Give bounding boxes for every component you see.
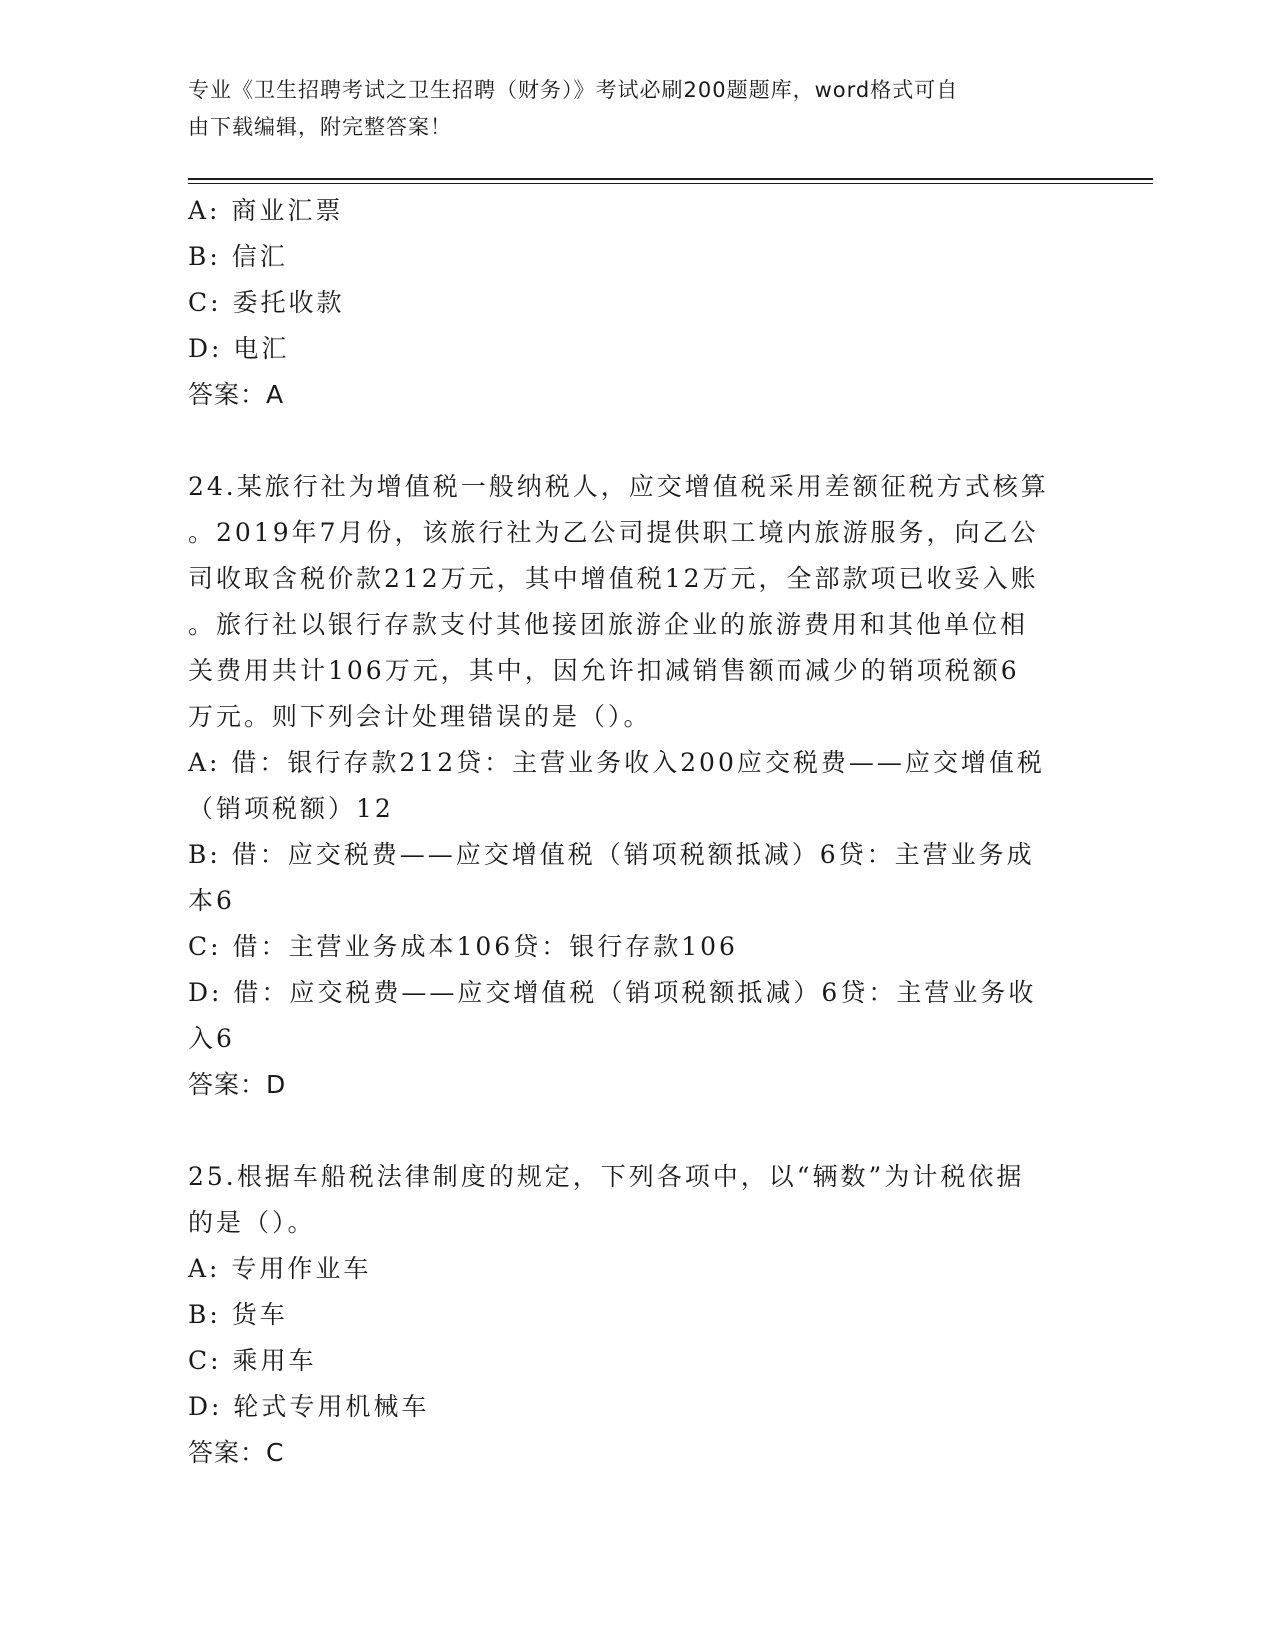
option-a-continued: （销项税额）12 <box>188 794 394 823</box>
option-b-continued: 本6 <box>188 886 235 915</box>
question-stem-line: 的是（）。 <box>188 1208 316 1237</box>
question-24 <box>188 464 1078 1108</box>
question-content <box>188 188 1078 1476</box>
spacer <box>188 1108 1078 1154</box>
answer: 答案：D <box>188 1070 287 1099</box>
header-title-line-2: 由下载编辑，附完整答案！ <box>188 115 452 139</box>
option-d: D: 轮式专用机械车 <box>188 1392 430 1421</box>
option-b: B: 货车 <box>188 1300 288 1329</box>
question-stem-line: 。旅行社以银行存款支付其他接团旅游企业的旅游费用和其他单位相 <box>188 610 1029 639</box>
header-title-line-1: 专业《卫生招聘考试之卫生招聘（财务）》考试必刷200题题库，word格式可自 <box>188 78 959 102</box>
question-25 <box>188 1154 1078 1476</box>
question-stem-line: 25.根据车船税法律制度的规定，下列各项中，以“辆数”为计税依据 <box>188 1162 1025 1191</box>
option-d: D: 电汇 <box>188 334 290 363</box>
option-d-continued: 入6 <box>188 1024 235 1053</box>
spacer <box>188 418 1078 464</box>
option-a: A: 借：银行存款212贷：主营业务收入200应交税费——应交增值税 <box>188 748 1045 777</box>
question-stem-line: 。2019年7月份，该旅行社为乙公司提供职工境内旅游服务，向乙公 <box>188 518 1039 547</box>
question-stem-line: 关费用共计106万元，其中，因允许扣减销售额而减少的销项税额6 <box>188 656 1020 685</box>
document-header <box>188 72 1068 146</box>
option-c: C: 乘用车 <box>188 1346 317 1375</box>
answer: 答案：C <box>188 1438 285 1467</box>
question-stem-line: 司收取含税价款212万元，其中增值税12万元，全部款项已收妥入账 <box>188 564 1039 593</box>
answer: 答案：A <box>188 380 285 409</box>
question-23 <box>188 188 1078 418</box>
option-b: B: 信汇 <box>188 242 288 271</box>
question-stem-line: 24.某旅行社为增值税一般纳税人，应交增值税采用差额征税方式核算 <box>188 472 1049 501</box>
option-c: C: 委托收款 <box>188 288 345 317</box>
option-d: D: 借：应交税费——应交增值税（销项税额抵减）6贷：主营业务收 <box>188 978 1037 1007</box>
option-b: B: 借：应交税费——应交增值税（销项税额抵减）6贷：主营业务成 <box>188 840 1035 869</box>
option-a: A: 商业汇票 <box>188 196 344 225</box>
header-rule-thick <box>188 178 1153 180</box>
option-c: C: 借：主营业务成本106贷：银行存款106 <box>188 932 738 961</box>
question-stem-line: 万元。则下列会计处理错误的是（）。 <box>188 702 652 731</box>
option-a: A: 专用作业车 <box>188 1254 372 1283</box>
header-rule-thin <box>188 183 1153 184</box>
